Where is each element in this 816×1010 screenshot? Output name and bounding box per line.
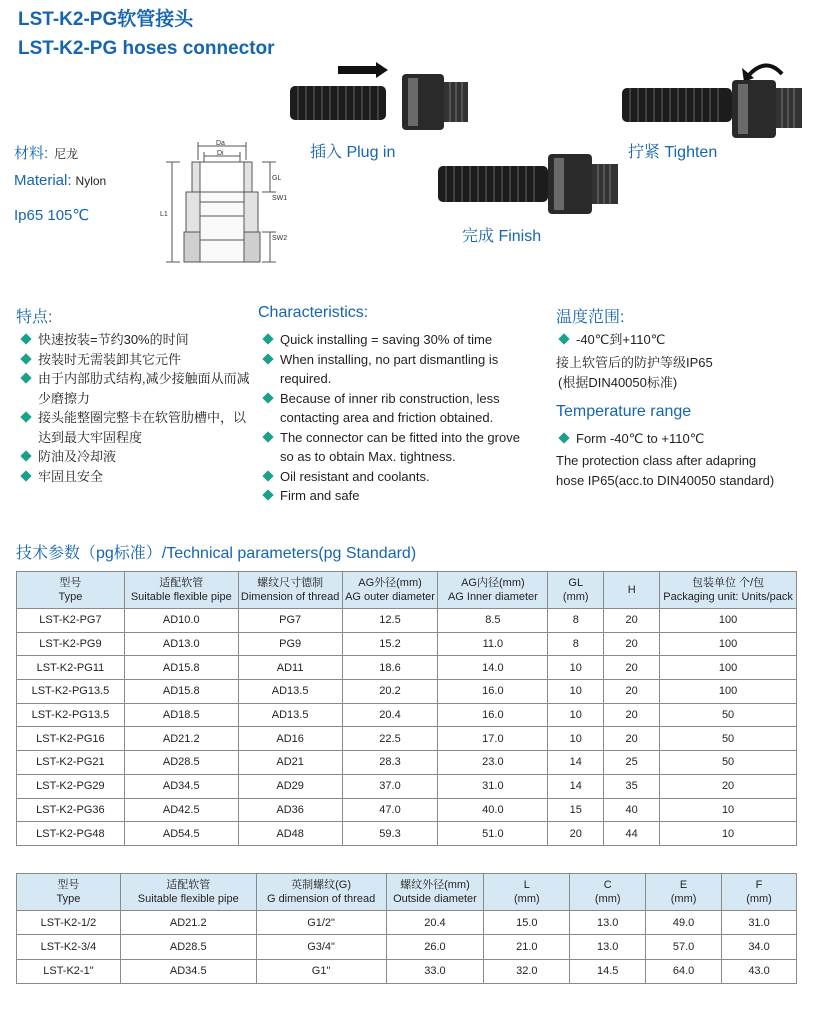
table-cell: 100 — [660, 656, 797, 680]
table-cell: LST-K2-PG11 — [17, 656, 125, 680]
features-en-list — [260, 330, 528, 506]
col-header-e: E (mm) — [646, 874, 722, 911]
table-cell: 40 — [604, 798, 660, 822]
col-header-packaging: 包装单位 个/包 Packaging unit: Units/pack — [660, 572, 797, 609]
col-header-h: H — [604, 572, 660, 609]
features-cn-heading: 特点: — [16, 309, 53, 326]
diagram-label-da: Da — [216, 140, 225, 147]
table-cell: 8.5 — [438, 609, 548, 633]
table-cell: 22.5 — [342, 727, 438, 751]
temperature-range-cn: -40℃到+110℃ — [556, 330, 806, 350]
table-cell: AD34.5 — [124, 774, 238, 798]
table-cell: 43.0 — [722, 959, 797, 983]
table-row — [17, 609, 797, 633]
table-cell: 10 — [548, 656, 604, 680]
diagram-label-sw2: SW2 — [272, 235, 288, 242]
table-cell: 20 — [548, 822, 604, 846]
table-cell: 31.0 — [722, 911, 797, 935]
finish-illustration — [436, 150, 626, 220]
table-cell: 11.0 — [438, 632, 548, 656]
connector-drawing — [158, 136, 298, 276]
list-item: 防油及冷却液 — [18, 447, 258, 467]
col-header-c: C (mm) — [570, 874, 646, 911]
table-cell: AD28.5 — [120, 935, 256, 959]
table-cell: 17.0 — [438, 727, 548, 751]
table-cell: LST-K2-PG29 — [17, 774, 125, 798]
plug-in-illustration — [288, 60, 478, 140]
diagram-label-di: Di — [217, 150, 224, 157]
table-cell: 20 — [604, 656, 660, 680]
caption-tighten: 拧紧 Tighten — [628, 144, 718, 161]
table-cell: AD29 — [238, 774, 342, 798]
table-cell: LST-K2-PG9 — [17, 632, 125, 656]
tighten-illustration — [620, 54, 810, 144]
list-item: The connector can be fitted into the grove so as to obtain Max. tightness. — [260, 428, 528, 467]
col-header-l: L (mm) — [484, 874, 570, 911]
table-cell: 100 — [660, 680, 797, 704]
technical-parameters-heading: 技术参数（pg标准）/Technical parameters(pg Standard) — [16, 545, 417, 562]
table-cell: 20.4 — [386, 911, 484, 935]
table-cell: 20.2 — [342, 680, 438, 704]
table-cell: AD13.5 — [238, 680, 342, 704]
table-cell: AD28.5 — [124, 751, 238, 775]
table-cell: 20 — [604, 609, 660, 633]
table-cell: 20 — [604, 680, 660, 704]
table-cell: 35 — [604, 774, 660, 798]
diagram-label-l1: L1 — [160, 211, 168, 218]
col-header-ag-outer: AG外径(mm) AG outer diameter — [342, 572, 438, 609]
table-cell: LST-K2-1" — [17, 959, 121, 983]
list-item: When installing, no part dismantling is required. — [260, 350, 528, 389]
table-row — [17, 911, 797, 935]
table-cell: 50 — [660, 751, 797, 775]
caption-plug-in: 插入 Plug in — [310, 144, 396, 161]
table-cell: AD34.5 — [120, 959, 256, 983]
material-rating: Ip65 105℃ — [14, 207, 90, 224]
table-cell: AD11 — [238, 656, 342, 680]
table-cell: 14 — [548, 774, 604, 798]
pg-parameters-table — [16, 571, 797, 846]
table-cell: 31.0 — [438, 774, 548, 798]
page-title-en: LST-K2-PG hoses connector — [18, 38, 275, 59]
col-header-pipe: 适配软管 Suitable flexible pipe — [120, 874, 256, 911]
table-cell: AD15.8 — [124, 656, 238, 680]
table-cell: G1" — [256, 959, 386, 983]
list-item: 牢固且安全 — [18, 467, 258, 487]
table-cell: 25 — [604, 751, 660, 775]
table-header-row — [17, 572, 797, 609]
material-value-en: Nylon — [75, 174, 107, 188]
table-row — [17, 751, 797, 775]
table-cell: 20 — [604, 632, 660, 656]
table-cell: 20 — [660, 774, 797, 798]
g-thread-parameters-table — [16, 873, 797, 984]
col-header-f: F (mm) — [722, 874, 797, 911]
table-cell: 26.0 — [386, 935, 484, 959]
table-row — [17, 680, 797, 704]
table-cell: 13.0 — [570, 935, 646, 959]
table-cell: 23.0 — [438, 751, 548, 775]
table-cell: 10 — [660, 798, 797, 822]
list-item: 接头能整圈完整卡在软管肋槽中，以达到最大牢固程度 — [18, 408, 258, 447]
table-cell: 50 — [660, 727, 797, 751]
table-cell: LST-K2-PG13.5 — [17, 680, 125, 704]
table-cell: 50 — [660, 703, 797, 727]
table-cell: 49.0 — [646, 911, 722, 935]
diagram-label-gl: GL — [272, 175, 282, 182]
table-row — [17, 727, 797, 751]
temperature-heading-en: Temperature range — [556, 403, 692, 420]
table-cell: LST-K2-PG36 — [17, 798, 125, 822]
table-header-row — [17, 874, 797, 911]
page-title-cn: LST-K2-PG软管接头 — [18, 9, 194, 30]
table-cell: 34.0 — [722, 935, 797, 959]
table-cell: 13.0 — [570, 911, 646, 935]
table-cell: AD48 — [238, 822, 342, 846]
table-cell: LST-K2-1/2 — [17, 911, 121, 935]
protection-en-line2: hose IP65(acc.to DIN40050 standard) — [556, 473, 775, 488]
table-cell: 37.0 — [342, 774, 438, 798]
col-header-g-thread: 英制螺纹(G) G dimension of thread — [256, 874, 386, 911]
table-cell: G3/4" — [256, 935, 386, 959]
table-cell: 8 — [548, 632, 604, 656]
table-cell: LST-K2-PG21 — [17, 751, 125, 775]
table-row — [17, 798, 797, 822]
table-cell: 20 — [604, 703, 660, 727]
table-row — [17, 656, 797, 680]
table-cell: 15.0 — [484, 911, 570, 935]
protection-cn-line2: (根据DIN40050标准) — [558, 375, 678, 390]
table-cell: 21.0 — [484, 935, 570, 959]
protection-cn-line1: 接上软管后的防护等级IP65 — [556, 355, 713, 370]
material-value-cn: 尼龙 — [54, 147, 79, 161]
diagram-label-sw1: SW1 — [272, 195, 288, 202]
table-cell: 64.0 — [646, 959, 722, 983]
table-cell: 18.6 — [342, 656, 438, 680]
table-row — [17, 822, 797, 846]
table-cell: 10 — [548, 727, 604, 751]
table-cell: AD16 — [238, 727, 342, 751]
temperature-heading-cn: 温度范围: — [556, 309, 625, 326]
table-cell: 100 — [660, 632, 797, 656]
table-cell: 14.5 — [570, 959, 646, 983]
table-row — [17, 774, 797, 798]
table-cell: AD13.0 — [124, 632, 238, 656]
material-label-en: Material: — [14, 172, 72, 189]
material-en — [14, 172, 106, 189]
table-cell: LST-K2-PG48 — [17, 822, 125, 846]
table-cell: AD15.8 — [124, 680, 238, 704]
table-cell: 16.0 — [438, 703, 548, 727]
table-row — [17, 959, 797, 983]
table-cell: 14.0 — [438, 656, 548, 680]
col-header-type: 型号 Type — [17, 572, 125, 609]
table-cell: AD21 — [238, 751, 342, 775]
table-cell: AD21.2 — [124, 727, 238, 751]
list-item: Because of inner rib construction, less contacting area and friction obtained. — [260, 389, 528, 428]
table-cell: 15 — [548, 798, 604, 822]
temperature-range-en: Form -40℃ to +110℃ — [556, 429, 806, 449]
table-cell: AD42.5 — [124, 798, 238, 822]
table-cell: AD54.5 — [124, 822, 238, 846]
table-cell: 59.3 — [342, 822, 438, 846]
table-cell: 28.3 — [342, 751, 438, 775]
temperature-range-en-list — [556, 429, 806, 449]
table-cell: AD36 — [238, 798, 342, 822]
list-item: Quick installing = saving 30% of time — [260, 330, 528, 350]
table-cell: LST-K2-PG16 — [17, 727, 125, 751]
table-cell: 32.0 — [484, 959, 570, 983]
table-cell: LST-K2-3/4 — [17, 935, 121, 959]
table-cell: 47.0 — [342, 798, 438, 822]
table-cell: 100 — [660, 609, 797, 633]
col-header-ag-inner: AG内径(mm) AG Inner diameter — [438, 572, 548, 609]
col-header-thread: 螺纹尺寸德制 Dimension of thread — [238, 572, 342, 609]
table-cell: 57.0 — [646, 935, 722, 959]
col-header-type: 型号 Type — [17, 874, 121, 911]
list-item: 按装时无需装卸其它元件 — [18, 350, 258, 370]
protection-en-line1: The protection class after adapring — [556, 453, 757, 468]
table-cell: PG7 — [238, 609, 342, 633]
table-row — [17, 703, 797, 727]
table-cell: 10 — [660, 822, 797, 846]
list-item: Firm and safe — [260, 486, 528, 506]
table-cell: AD21.2 — [120, 911, 256, 935]
features-en-heading: Characteristics: — [258, 304, 369, 321]
table-row — [17, 935, 797, 959]
table-cell: AD13.5 — [238, 703, 342, 727]
table-cell: PG9 — [238, 632, 342, 656]
table-cell: 10 — [548, 703, 604, 727]
table-cell: 15.2 — [342, 632, 438, 656]
table-cell: 33.0 — [386, 959, 484, 983]
table-cell: 10 — [548, 680, 604, 704]
table-cell: 40.0 — [438, 798, 548, 822]
col-header-gl: GL (mm) — [548, 572, 604, 609]
table-cell: AD10.0 — [124, 609, 238, 633]
col-header-outside-diameter: 螺纹外径(mm) Outside diameter — [386, 874, 484, 911]
table-cell: LST-K2-PG13.5 — [17, 703, 125, 727]
col-header-pipe: 适配软管 Suitable flexible pipe — [124, 572, 238, 609]
list-item: 由于内部肋式结构,减少接触面从而减少磨擦力 — [18, 369, 258, 408]
material-cn — [14, 142, 78, 163]
caption-finish: 完成 Finish — [462, 228, 542, 245]
table-row — [17, 632, 797, 656]
list-item: Oil resistant and coolants. — [260, 467, 528, 487]
table-cell: 44 — [604, 822, 660, 846]
list-item: 快速按装=节约30%的时间 — [18, 330, 258, 350]
table-cell: 12.5 — [342, 609, 438, 633]
table-cell: G1/2" — [256, 911, 386, 935]
table-cell: AD18.5 — [124, 703, 238, 727]
table-cell: 14 — [548, 751, 604, 775]
table-cell: 16.0 — [438, 680, 548, 704]
material-label-cn: 材料: — [14, 145, 49, 162]
table-cell: 20.4 — [342, 703, 438, 727]
table-cell: 8 — [548, 609, 604, 633]
temperature-range-cn-list — [556, 330, 806, 350]
features-cn-list — [18, 330, 258, 486]
table-cell: LST-K2-PG7 — [17, 609, 125, 633]
table-cell: 20 — [604, 727, 660, 751]
table-cell: 51.0 — [438, 822, 548, 846]
